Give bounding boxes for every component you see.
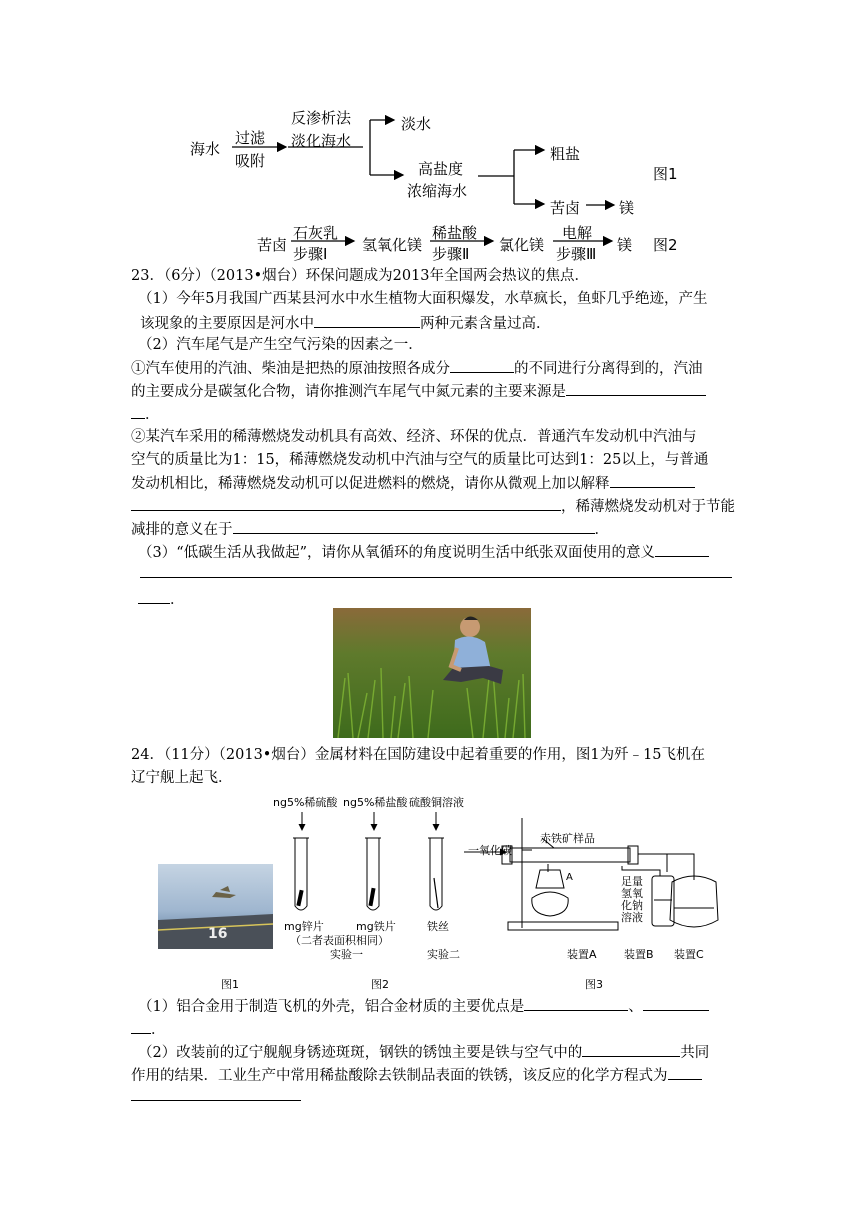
q23-part2-sub1-line1: [131, 358, 703, 379]
q23-heading: 23．（6分）（2013•烟台）环保问题成为2013年全国两会热议的焦点．: [131, 268, 590, 284]
photo-carrier-takeoff: [158, 864, 273, 949]
burner-label-a: A: [566, 872, 573, 883]
q23-part2-sub1-line3: [131, 404, 160, 425]
answer-blank: [655, 542, 709, 557]
q24-part1-text: （1）铝合金用于制造飞机的外壳，铝合金材质的主要优点是: [138, 999, 525, 1015]
q23-part2-sub2-line1: ②某汽车采用的稀薄燃烧发动机具有高效、经济、环保的优点．普通汽车发动机中汽油与: [131, 429, 697, 445]
answer-blank: [566, 381, 706, 396]
photo-man-in-grass: [333, 608, 531, 738]
node-brine-top: 高盐度: [418, 160, 464, 178]
q23-sub1-text: ①汽车使用的汽油、柴油是把热的原油按照各成分: [131, 361, 450, 377]
answer-blank: [524, 996, 628, 1011]
q24-heading-line1: 24．（11分）（2013•烟台）金属材料在国防建设中起着重要的作用，图1为歼﹣15飞机在: [131, 747, 706, 763]
answer-blank: [643, 996, 709, 1011]
figure-label-1: 图1: [653, 165, 678, 183]
apparatus-c-label: 装置C: [674, 948, 704, 961]
q23-sub2-text: 发动机相比，稀薄燃烧发动机可以促进燃料的燃烧，请你从微观上加以解释: [131, 476, 610, 492]
answer-blank: [138, 589, 170, 604]
answer-blank: [131, 496, 561, 511]
answer-blank: [233, 519, 595, 534]
q24-part2-line2: [131, 1065, 702, 1086]
step1-reagent: 石灰乳: [293, 224, 339, 242]
q23-sub1-text3: 的主要成分是碳氢化合物，请你推测汽车尾气中氮元素的主要来源是: [131, 384, 566, 400]
metal2-label: mg铁片: [356, 920, 396, 933]
q23-part2-sub2-line3: [131, 473, 695, 494]
node-magnesium-2: 镁: [617, 236, 633, 254]
node-seawater: 海水: [190, 140, 221, 158]
q23-part3-line3: [138, 589, 185, 610]
metal1-label: mg锌片: [284, 920, 324, 933]
q23-sub2-text2: ，稀薄燃烧发动机对于节能: [561, 499, 735, 515]
q23-part3-line1: [138, 542, 709, 563]
figure1-caption: 图1: [221, 978, 239, 991]
step2-label: 步骤Ⅱ: [432, 245, 470, 263]
answer-line: [140, 577, 732, 578]
q23-part2-sub2-line5: [131, 519, 609, 540]
node-crude-salt: 粗盐: [550, 145, 581, 163]
q24-part1-line1: [138, 996, 709, 1017]
q24-part2-line1: [138, 1042, 709, 1063]
q23-sub2-end: ．: [594, 522, 609, 538]
figure3-caption: 图3: [585, 978, 603, 991]
q24-heading-line2: 辽宁舰上起飞．: [131, 770, 233, 786]
answer-blank: [314, 313, 420, 328]
wire-label: 铁丝: [427, 920, 449, 933]
step1-label: 步骤Ⅰ: [293, 245, 328, 263]
naoh-line3: 化钠: [621, 899, 643, 912]
experiment2-label: 实验二: [427, 948, 460, 961]
node-brine-bottom: 浓缩海水: [407, 182, 468, 200]
q24-part1-end: ．: [151, 1022, 166, 1038]
naoh-label: [621, 876, 643, 924]
q23-part1-line1: （1）今年5月我国广西某县河水中水生植物大面积爆发，水草疯长，鱼虾几乎绝迹，产生: [138, 291, 708, 307]
reagent2-label: ng5%稀盐酸: [343, 796, 408, 809]
q24-part2-text3: 作用的结果．工业生产中常用稀盐酸除去铁制品表面的铁锈，该反应的化学方程式为: [131, 1068, 668, 1084]
q23-sub2-text3: 减排的意义在于: [131, 522, 233, 538]
figure-label-2: 图2: [653, 236, 678, 254]
step2-reagent: 稀盐酸: [432, 224, 478, 242]
node-mg-hydroxide: 氢氧化镁: [362, 236, 423, 254]
q24-part2-text: （2）改装前的辽宁舰舰身锈迹斑斑，钢铁的锈蚀主要是铁与空气中的: [138, 1045, 583, 1061]
q23-part3-end: ．: [170, 592, 185, 608]
answer-blank: [131, 1019, 151, 1034]
q24-part1-line2: [131, 1019, 166, 1040]
q23-part1-line2: [140, 313, 551, 334]
node-fresh-water: 淡水: [401, 115, 432, 133]
naoh-line4: 溶液: [621, 911, 643, 924]
same-area-note: （二者表面积相同）: [290, 934, 389, 947]
q23-sub1-end: ．: [145, 407, 160, 423]
naoh-line1: 足量: [621, 875, 643, 888]
node-bittern: 苦卤: [550, 199, 581, 217]
test-tubes-drawing: [280, 808, 460, 920]
apparatus-a-label: 装置A: [567, 948, 597, 961]
answer-blank: [610, 473, 695, 488]
answer-blank: [582, 1042, 680, 1057]
deck-number: 16: [208, 926, 228, 942]
node-bittern-2: 苦卤: [257, 236, 288, 254]
answer-blank: [668, 1065, 702, 1080]
co-label: 一氧化碳: [468, 844, 512, 857]
step-desal-label: 淡化海水: [291, 132, 352, 150]
step-adsorb-label: 吸附: [235, 152, 266, 170]
q23-part2-sub1-line2: [131, 381, 706, 402]
node-magnesium: 镁: [619, 199, 635, 217]
q23-part1-end: 两种元素含量过高．: [420, 316, 551, 332]
q23-part3-text: （3）“低碳生活从我做起”，请你从氧循环的角度说明生活中纸张双面使用的意义: [138, 545, 656, 561]
step3-reagent: 电解: [562, 224, 593, 242]
q23-part1-text: 该现象的主要原因是河水中: [140, 316, 314, 332]
q24-part1-sep: 、: [628, 999, 643, 1015]
flow-arrows: [0, 0, 865, 270]
experiment1-label: 实验一: [330, 948, 363, 961]
answer-line: [131, 1100, 301, 1101]
apparatus-b-label: 装置B: [624, 948, 654, 961]
step-filter-label: 过滤: [235, 129, 266, 147]
naoh-line2: 氢氧: [621, 887, 643, 900]
q24-part2-text2: 共同: [680, 1045, 710, 1061]
node-mg-chloride: 氯化镁: [499, 236, 545, 254]
q23-part2-sub2-line4: [131, 496, 735, 517]
apparatus-drawing: [462, 810, 722, 945]
q23-part2-line: （2）汽车尾气是产生空气污染的因素之一．: [138, 337, 423, 353]
reagent3-label: 硫酸铜溶液: [409, 796, 464, 809]
q23-part2-sub2-line2: 空气的质量比为1：15，稀薄燃烧发动机中汽油与空气的质量比可达到1：25以上，与普通: [131, 452, 709, 468]
figure2-caption: 图2: [371, 978, 389, 991]
answer-blank: [450, 358, 514, 373]
step3-label: 步骤Ⅲ: [556, 245, 597, 263]
step-ro-label: 反渗析法: [291, 109, 352, 127]
q23-sub1-text2: 的不同进行分离得到的，汽油: [514, 361, 703, 377]
answer-blank: [131, 404, 145, 419]
ore-label: 赤铁矿样品: [540, 832, 595, 845]
reagent1-label: ng5%稀硫酸: [273, 796, 338, 809]
